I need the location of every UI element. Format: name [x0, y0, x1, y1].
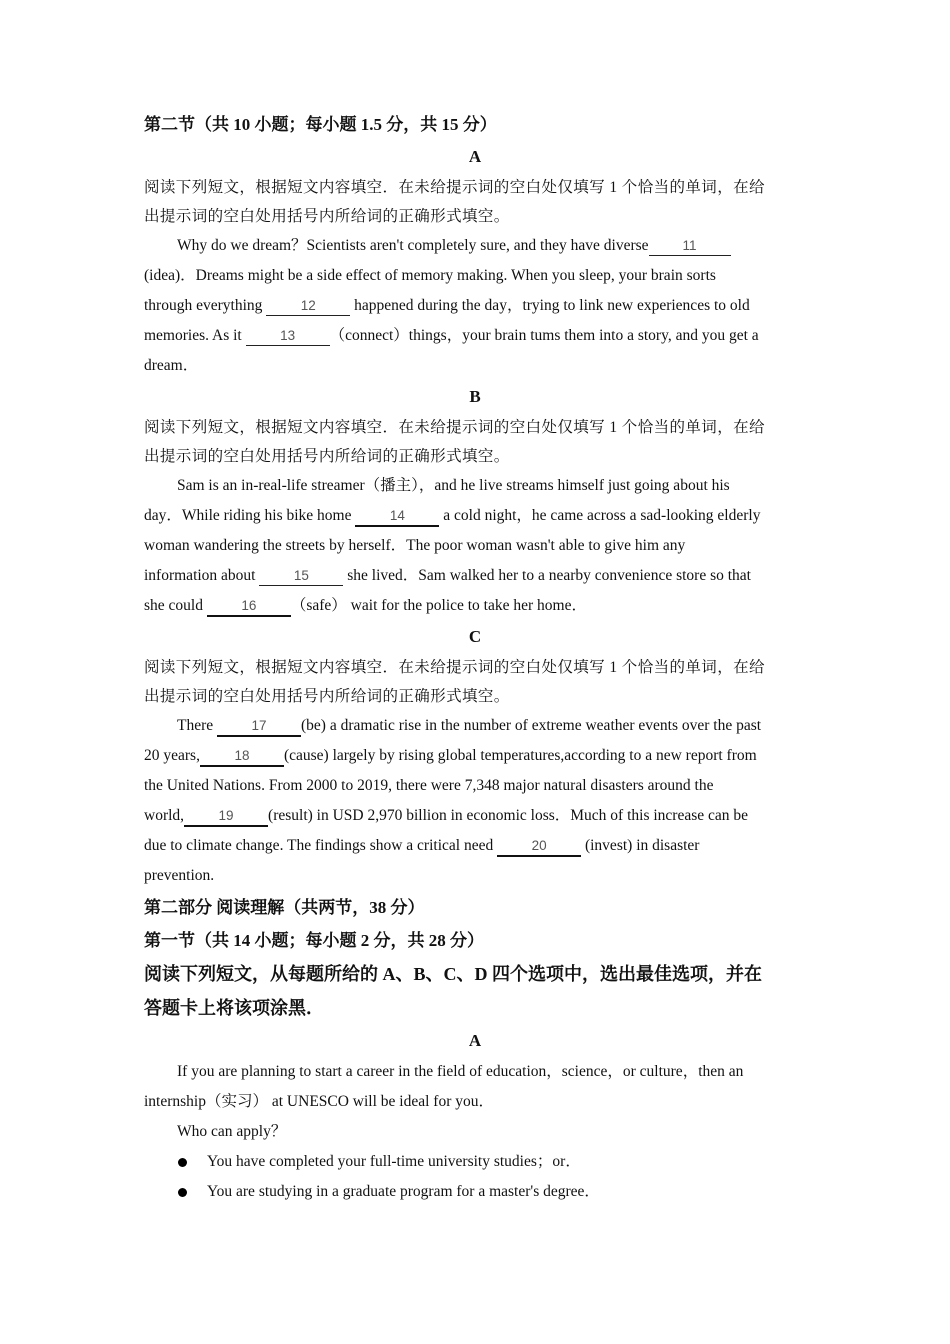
reading-a-line: If you are planning to start a career in the field of education，science，or culture，then an [177, 1063, 744, 1080]
passage-a-line: dream． [144, 357, 199, 374]
passage-a-instruction-cont: 出提示词的空白处用括号内所给词的正确形式填空。 [144, 208, 510, 225]
passage-a-line: memories. As it 13 （connect）things，your brain tums them into a story, and you get a [144, 327, 759, 344]
blank-15[interactable]: 15 [259, 567, 343, 586]
passage-b-line: woman wandering the streets by herself．The poor woman wasn't able to give him any [144, 537, 686, 554]
passage-b-instruction-cont: 出提示词的空白处用括号内所给词的正确形式填空。 [144, 448, 510, 465]
passage-c-instruction-cont: 出提示词的空白处用括号内所给词的正确形式填空。 [144, 688, 510, 705]
section2-title: 第二节（共 10 小题；每小题 1.5 分，共 15 分） [144, 115, 497, 134]
passage-b-line: day．While riding his bike home 14 a cold night，he came across a sad-looking elderly [144, 501, 806, 531]
part2-title: 第二部分 阅读理解（共两节，38 分） [144, 898, 425, 917]
blank-17[interactable]: 17 [217, 717, 301, 737]
reading-a-line: Who can apply？ [177, 1123, 287, 1140]
passage-c-line: 20 years, 18 (cause) largely by rising global temperatures,according to a new report from [144, 741, 806, 771]
blank-13[interactable]: 13 [246, 327, 330, 346]
passage-b-line: Sam is an in-real-life streamer（播主），and he live streams himself just going about his [177, 477, 730, 494]
passage-a-line: through everything 12 happened during the day，trying to link new experiences to old [144, 297, 750, 314]
passage-c-line: prevention. [144, 867, 215, 884]
reading-instruction: 阅读下列短文，从每题所给的 A、B、C、D 四个选项中，选出最佳选项，并在 [144, 964, 762, 984]
passage-b-line: information about 15 she lived．Sam walked her to a nearby convenience store so that [144, 567, 751, 584]
passage-b-line: she could 16 （safe） wait for the police to take her home． [144, 591, 806, 621]
passage-c-line: world, 19 (result) in USD 2,970 billion in economic loss．Much of this increase can be [144, 801, 806, 831]
passage-c-line: There 17 (be) a dramatic rise in the number of extreme weather events over the past [144, 711, 806, 741]
blank-19[interactable]: 19 [184, 807, 268, 827]
reading-a-label: A [468, 1031, 482, 1050]
bullet-item: You are studying in a graduate program for a master's degree． [144, 1177, 806, 1207]
passage-c-line: the United Nations. From 2000 to 2019, there were 7,348 major natural disasters around the [144, 777, 714, 794]
document-page [144, 108, 806, 1207]
blank-16[interactable]: 16 [207, 597, 291, 617]
passage-a-label: A [468, 147, 482, 166]
passage-c-line: due to climate change. The findings show a critical need 20 (invest) in disaster [144, 831, 806, 861]
passage-a-instruction: 阅读下列短文，根据短文内容填空．在未给提示词的空白处仅填写 1 个恰当的单词，在给 [144, 179, 765, 196]
bullet-item: You have completed your full-time university studies；or． [144, 1147, 806, 1177]
passage-c-label: C [468, 627, 482, 646]
passage-b-label: B [469, 387, 481, 406]
section1-title: 第一节（共 14 小题；每小题 2 分，共 28 分） [144, 931, 484, 950]
blank-14[interactable]: 14 [355, 507, 439, 527]
passage-a-line: (idea)．Dreams might be a side effect of memory making. When you sleep, your brain sorts [144, 267, 716, 284]
bullet-dot-icon [178, 1188, 187, 1197]
blank-20[interactable]: 20 [497, 837, 581, 857]
passage-a-line: Why do we dream？Scientists aren't completely sure, and they have diverse 11 [144, 231, 806, 261]
bullet-dot-icon [178, 1158, 187, 1167]
blank-11[interactable]: 11 [649, 237, 731, 256]
passage-b-instruction: 阅读下列短文，根据短文内容填空．在未给提示词的空白处仅填写 1 个恰当的单词，在给 [144, 419, 765, 436]
blank-12[interactable]: 12 [266, 297, 350, 316]
reading-instruction-cont: 答题卡上将该项涂黑． [144, 998, 324, 1018]
passage-c-instruction: 阅读下列短文，根据短文内容填空．在未给提示词的空白处仅填写 1 个恰当的单词，在给 [144, 659, 765, 676]
blank-18[interactable]: 18 [200, 747, 284, 767]
reading-a-line: internship（实习） at UNESCO will be ideal for you． [144, 1093, 494, 1110]
